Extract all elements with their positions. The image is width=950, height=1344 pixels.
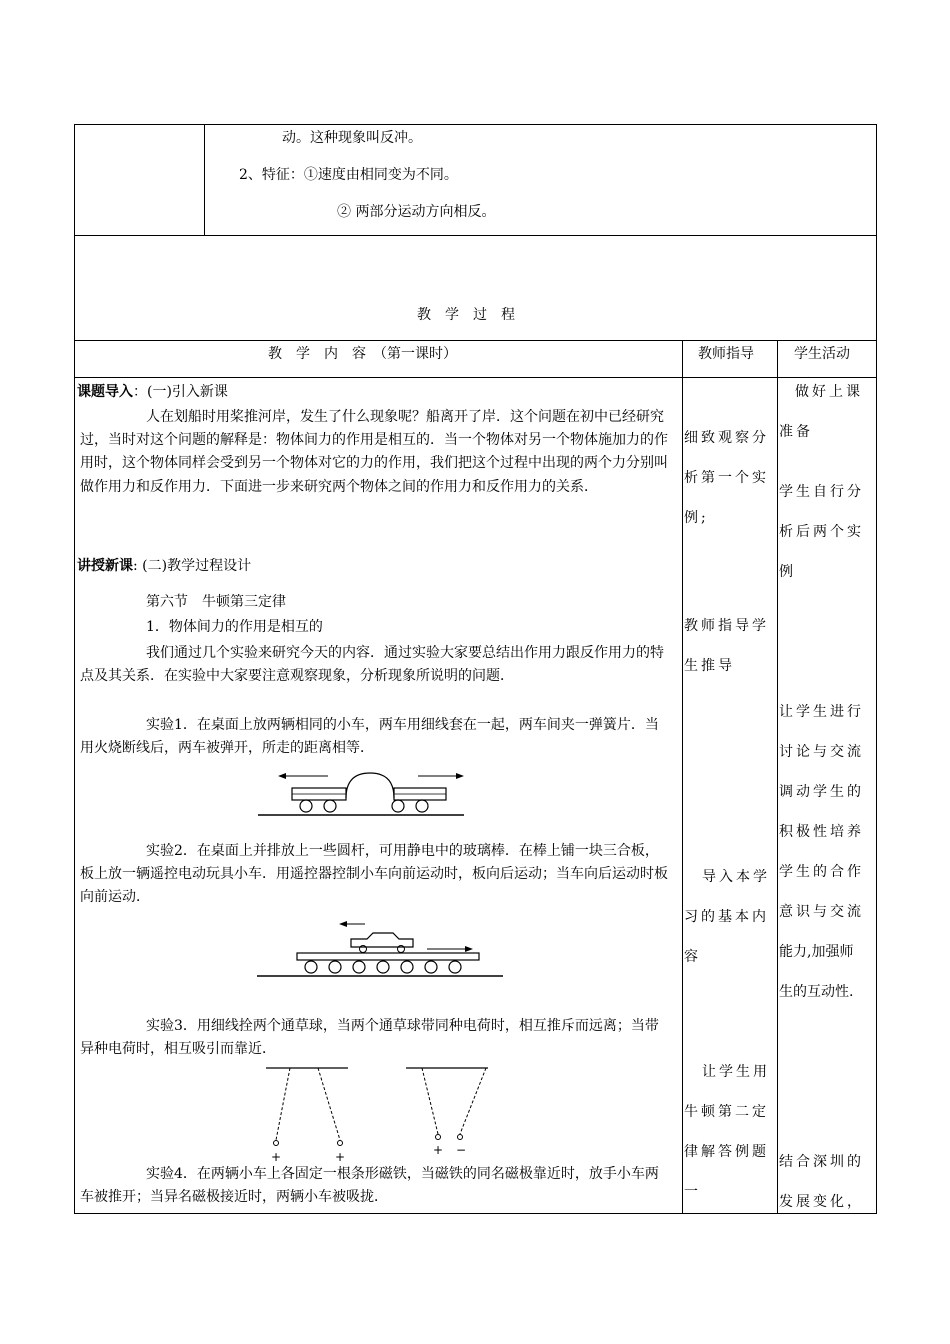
column-divider-teacher (682, 340, 683, 1214)
top-line-2: 2、特征：①速度由相同变为不同。 (239, 167, 458, 183)
table-bottom-border (74, 1213, 877, 1214)
experiment-4: 实验4．在两辆小车上各固定一根条形磁铁，当磁铁的同名磁极靠近时，放手小车两车被推开；当异名磁极接近时，两辆小车被吸拢． (80, 1166, 659, 1206)
charge-sign: + (335, 1150, 346, 1164)
teacher-note-1: 细致观察分 析第一个实 例; (684, 430, 769, 526)
student-note-3: 让学生进行 讨论与交流 调动学生的 积极性培养 学生的合作 意识与交流 能力,加强师 生的互动性. (779, 704, 864, 1000)
student-note-4: 结合深圳的 发展变化， (779, 1154, 864, 1210)
row-divider-1 (74, 235, 877, 236)
top-line-3: ② 两部分运动方向相反。 (337, 204, 496, 220)
lecture-line (77, 556, 251, 576)
table-left-border (74, 124, 75, 1214)
header-teacher: 教师指导 (698, 346, 754, 362)
lecture-heading: : (二)教学过程设计 (133, 558, 252, 574)
teacher-note-2: 教师指导学 生推导 (684, 618, 769, 674)
table-top-border (74, 124, 877, 125)
point-1: 1．物体间力的作用是相互的 (146, 619, 323, 635)
figure-car-board-rollers (255, 915, 505, 980)
header-content: 教 学 内 容 （第一课时） (268, 346, 457, 362)
intro-heading: ：(一)引入新课 (133, 384, 228, 400)
figure-pith-balls (260, 1066, 500, 1164)
teacher-note-4: 让学生用 牛顿第二定 律解答例题 一 (684, 1064, 770, 1200)
student-note-2: 学生自行分 析后两个实 例 (779, 484, 864, 580)
charge-sign: − (456, 1143, 467, 1157)
point-1-paragraph: 我们通过几个实验来研究今天的内容．通过实验大家要总结出作用力跟反作用力的特点及其关系．在实验中大家要注意观察现象，分析现象所说明的问题． (80, 645, 664, 685)
row-divider-3 (74, 377, 877, 378)
teacher-note-3: 导入本学 习的基本内 容 (684, 869, 770, 965)
intro-label: 课题导入 (77, 384, 133, 400)
section-title: 第六节 牛顿第三定律 (146, 594, 286, 610)
lecture-label: 讲授新课 (77, 558, 133, 574)
student-note-1: 做好上课 准备 (779, 384, 863, 440)
intro-line (77, 382, 228, 402)
charge-sign: + (271, 1150, 282, 1164)
experiment-1: 实验1．在桌面上放两辆相同的小车，两车用细线套在一起，两车间夹一弹簧片．当用火烧断线后，两车被弹开，所走的距离相等． (80, 717, 659, 757)
top-line-1: 动。这种现象叫反冲。 (282, 130, 422, 146)
top-row-inner-divider (204, 124, 205, 235)
table-right-border (876, 124, 877, 1214)
process-title: 教 学 过 程 (417, 307, 515, 323)
figure-carts-spring (250, 765, 460, 825)
intro-paragraph: 人在划船时用桨推河岸，发生了什么现象呢？船离开了岸．这个问题在初中已经研究过，当时对这个问题的解释是：物体间力的作用是相互的．当一个物体对另一个物体施加力的作用时，这个物体同样会受到另一个物体对它的力的作用，我们把这个过程中出现的两个力分别叫做作用力和反作用力．下面进一步来研究两个物体之间的作用力和反作用力的关系． (80, 409, 668, 495)
header-student: 学生活动 (794, 346, 850, 362)
experiment-2: 实验2．在桌面上并排放上一些圆杆，可用静电中的玻璃棒．在棒上铺一块三合板，板上放一辆遥控电动玩具小车．用遥控器控制小车向前运动时，板向后运动；当车向后运动时板向前运动． (80, 843, 668, 906)
experiment-3: 实验3．用细线拴两个通草球，当两个通草球带同种电荷时，相互推斥而远离；当带异种电荷时，相互吸引而靠近． (80, 1018, 659, 1058)
charge-sign: + (433, 1143, 444, 1157)
row-divider-2 (74, 340, 877, 341)
column-divider-student (777, 340, 778, 1214)
